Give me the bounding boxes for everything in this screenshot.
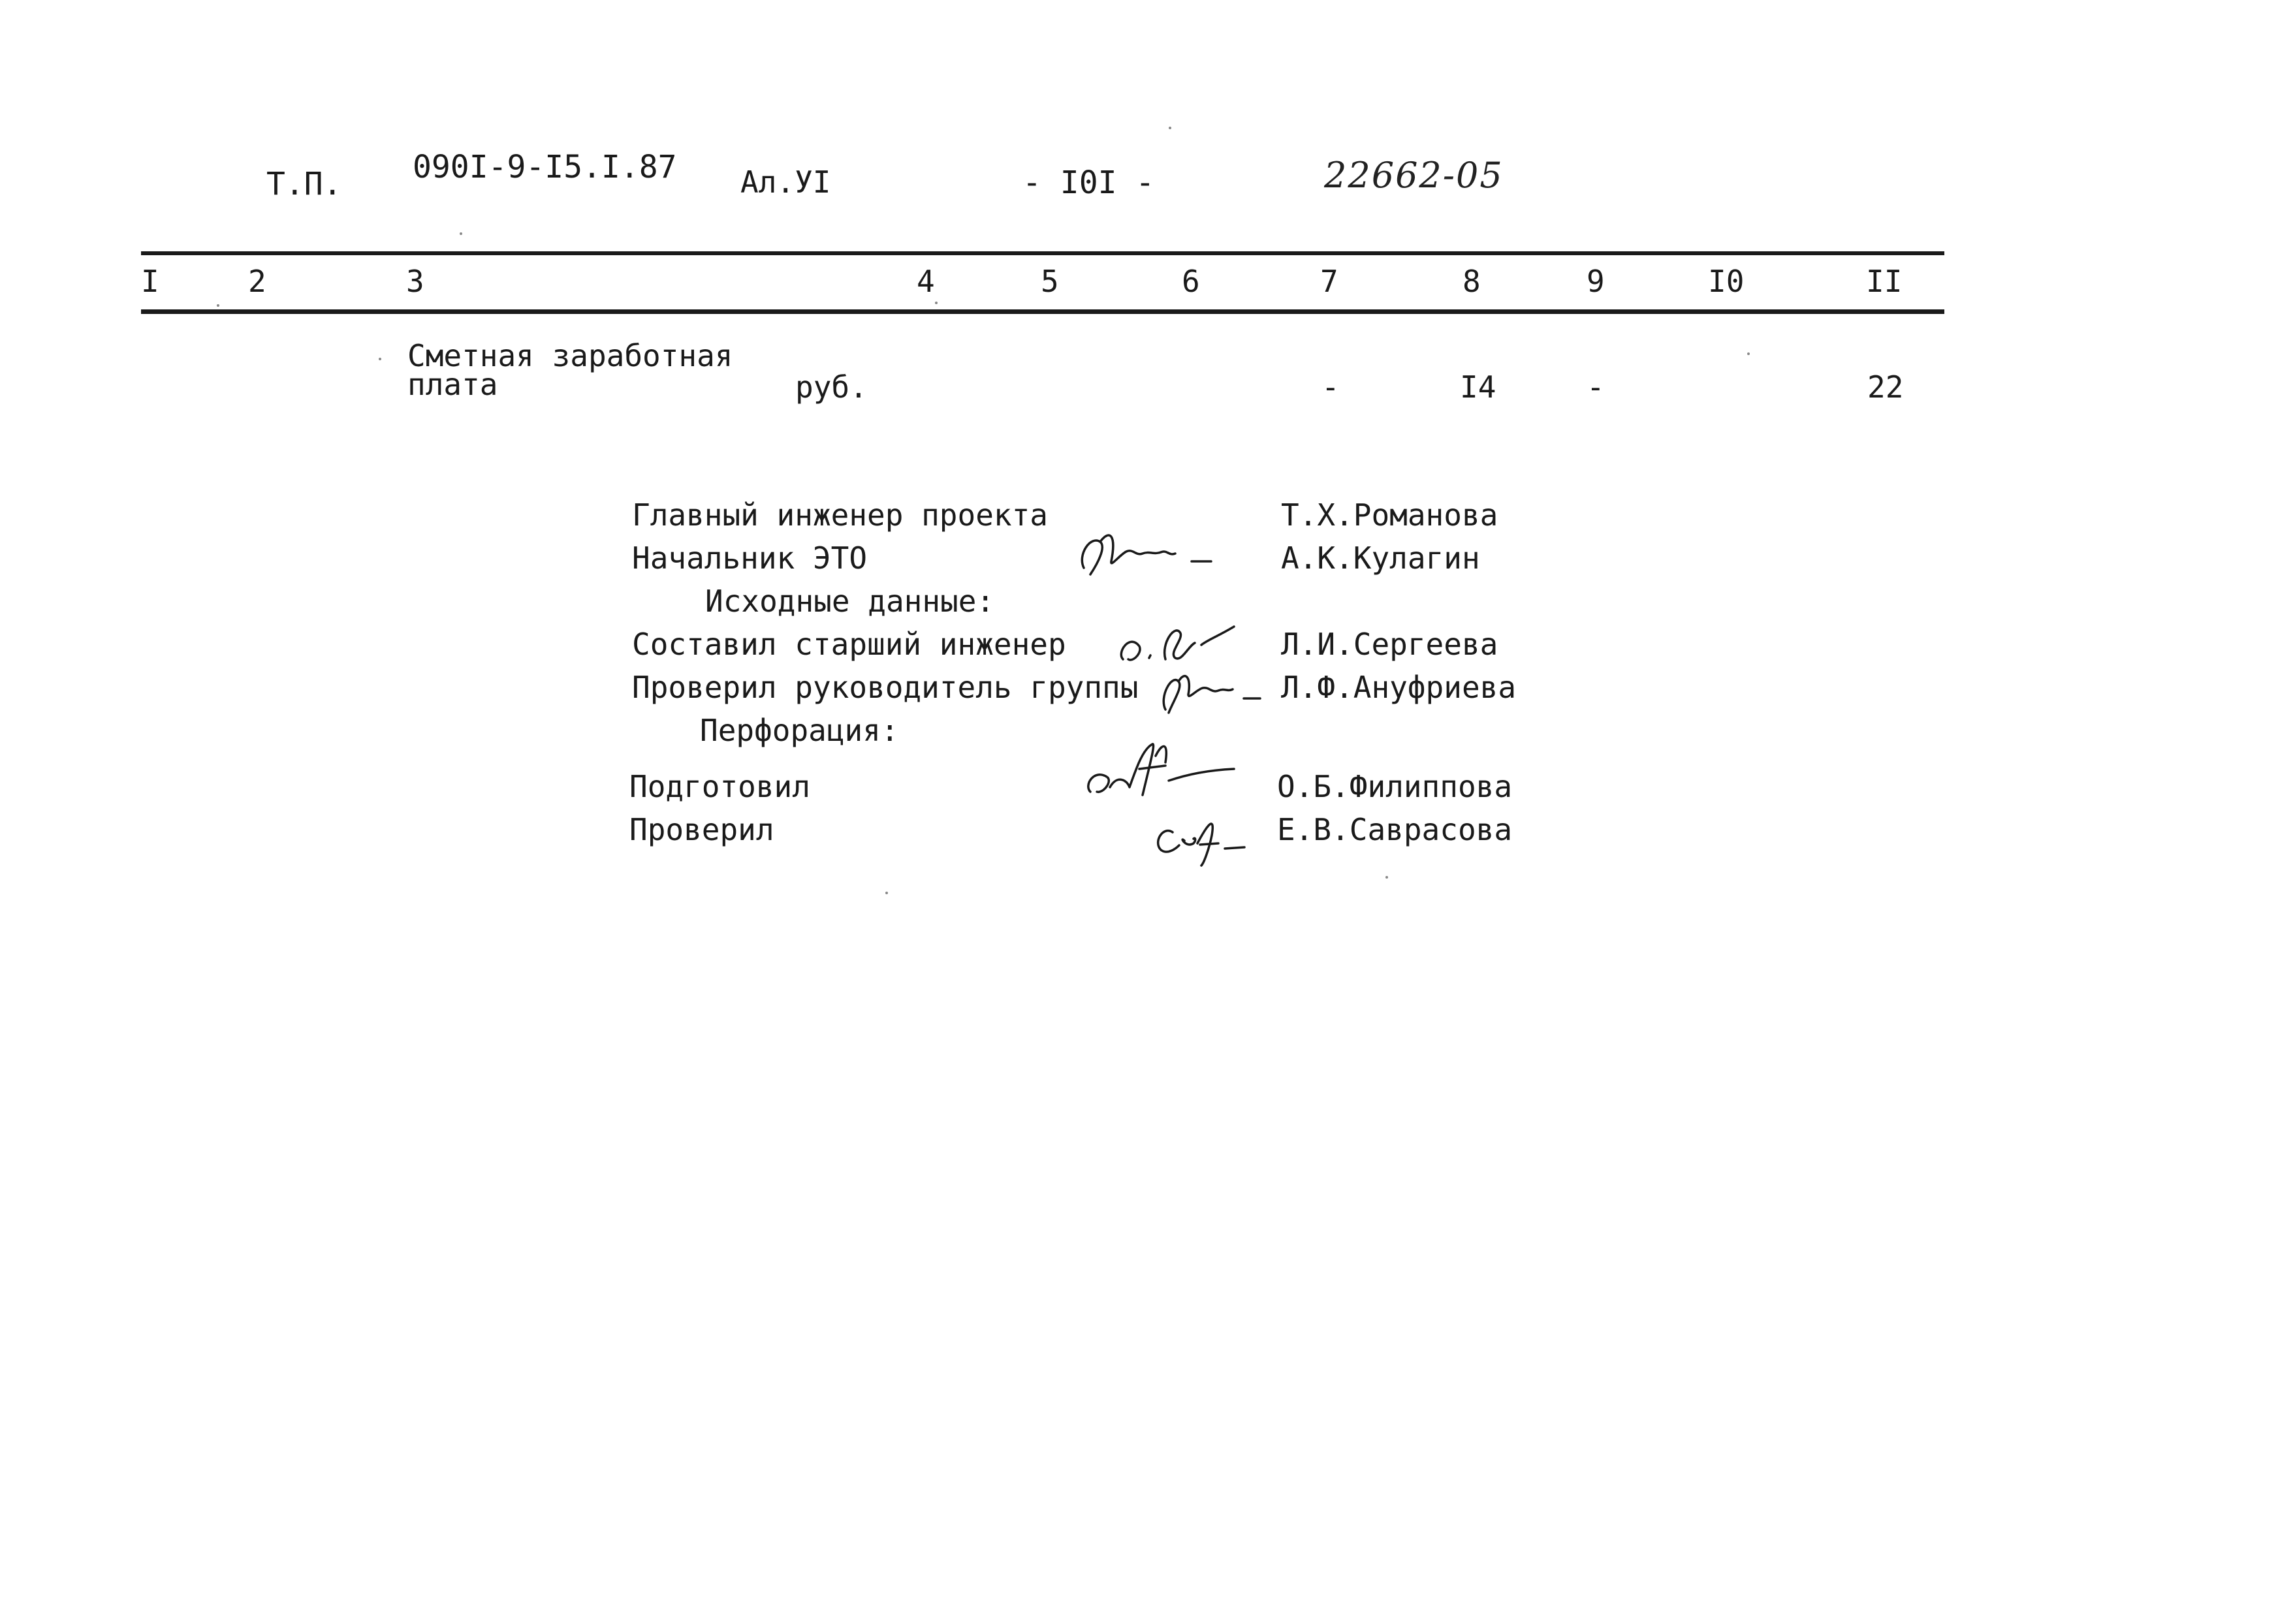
column-number-11: II (1866, 264, 1903, 299)
signature-name-savrasova: Е.В.Саврасова (1277, 812, 1513, 847)
signature-role-chief-engineer: Главный инженер проекта (632, 497, 1048, 533)
row-description-line2: плата (407, 367, 498, 402)
album-label: Ал.УI (740, 164, 831, 200)
tp-label: Т.П. (266, 166, 342, 202)
column-number-10: I0 (1708, 264, 1745, 299)
row-col9-value: - (1587, 369, 1605, 405)
signature-role-eto-head: Начальник ЭТО (632, 540, 868, 576)
column-number-6: 6 (1182, 264, 1200, 299)
signature-role-senior-engineer: Составил старший инженер (632, 627, 1066, 662)
column-number-1: I (141, 264, 159, 299)
signature-name-kulagin: А.К.Кулагин (1281, 540, 1480, 576)
column-number-5: 5 (1041, 264, 1059, 299)
row-unit: руб. (795, 369, 868, 405)
row-description-line1: Сметная заработная (407, 338, 733, 373)
handwritten-signature-kulagin (1071, 516, 1227, 587)
handwritten-signature-savrasova (1146, 803, 1257, 868)
signature-name-sergeeva: Л.И.Сергеева (1281, 627, 1498, 662)
table-header-rule (141, 309, 1944, 314)
scan-speck (1169, 127, 1171, 129)
page-number: - I0I - (1022, 164, 1155, 201)
column-number-8: 8 (1463, 264, 1481, 299)
project-code: 090I-9-I5.I.87 (413, 149, 677, 185)
column-number-9: 9 (1587, 264, 1605, 299)
scan-speck (217, 304, 219, 307)
scan-speck (935, 302, 938, 304)
signature-role-group-lead: Проверил руководитель группы (632, 670, 1139, 705)
scan-speck (1385, 876, 1388, 879)
column-number-3: 3 (406, 264, 424, 299)
section-perforation: Перфорация: (700, 713, 899, 748)
column-number-2: 2 (248, 264, 266, 299)
scan-speck (460, 232, 462, 235)
handwritten-signature-anufrieva (1149, 654, 1267, 719)
handwritten-signature-filippova (1077, 730, 1241, 808)
scan-speck (885, 892, 888, 894)
signature-role-prepared: Подготовил (629, 769, 810, 804)
signature-role-checked: Проверил (629, 812, 774, 847)
scan-speck (379, 358, 381, 360)
section-initial-data: Исходные данные: (705, 584, 995, 619)
row-col7-value: - (1321, 369, 1340, 405)
table-top-rule (141, 251, 1944, 255)
scan-speck (1747, 352, 1750, 355)
column-number-7: 7 (1320, 264, 1338, 299)
column-number-4: 4 (917, 264, 935, 299)
row-col11-value: 22 (1867, 369, 1904, 405)
signature-name-anufrieva: Л.Ф.Ануфриева (1281, 670, 1517, 705)
signature-name-romanova: Т.Х.Романова (1281, 497, 1498, 533)
row-col8-value: I4 (1460, 369, 1496, 405)
handwritten-document-number: 22662-05 (1324, 155, 1504, 196)
signature-name-filippova: О.Б.Филиппова (1277, 769, 1513, 804)
